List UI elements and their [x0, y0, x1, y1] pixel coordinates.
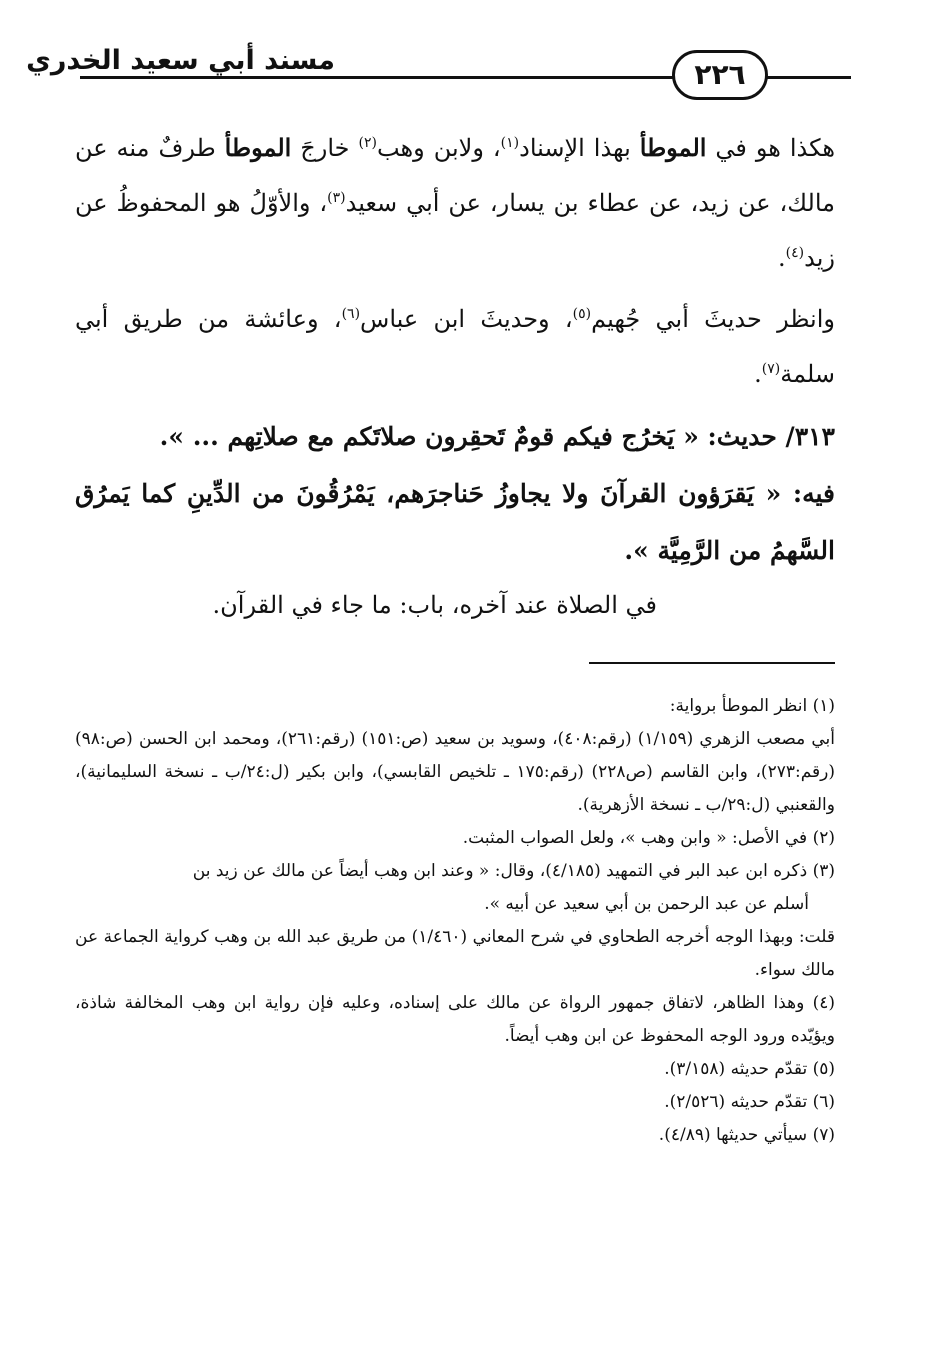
footnote-ref-7: (٧) — [761, 361, 781, 377]
footnote-ref-4: (٤) — [785, 245, 805, 261]
footnotes — [75, 690, 835, 1152]
text-run: ، وحديثَ ابن عباس — [360, 305, 573, 333]
page-number-badge: ٢٢٦ — [672, 50, 768, 100]
chapter-location: في الصلاة عند آخره، باب: ما جاء في القرآن. — [212, 591, 657, 619]
body-paragraph-2 — [75, 292, 835, 402]
text-run: طرفٌ منه عن مالك، عن زيد، عن عطاء بن يسار، عن أبي سعيد — [75, 134, 836, 217]
footnote-1-head: (١) انظر الموطأ برواية: — [669, 696, 835, 716]
footnote-ref-2: (٢) — [358, 135, 377, 151]
text-run: هكذا هو في — [706, 134, 836, 162]
text-run: خارجَ — [291, 134, 359, 162]
footnote-3b: أسلم عن عبد الرحمن بن أبي سعيد عن أبيه ». — [484, 894, 809, 914]
footnote-7: (٧) سيأتي حديثها (٤/٨٩). — [658, 1125, 835, 1145]
text-run: وانظر حديثَ أبي جُهيم — [591, 305, 835, 333]
footnote-3c: قلت: وبهذا الوجه أخرجه الطحاوي في شرح المعاني (١/٤٦٠) من طريق عبد الله بن وهب كرواية الجماعة عن مالك سواء. — [75, 927, 835, 980]
text-run: ، ولابن وهب — [376, 134, 501, 162]
text-run: . — [754, 360, 762, 388]
keyword-muwatta: الموطأ — [224, 133, 292, 162]
text-run: ، وعائشة من طريق أبي سلمة — [75, 305, 835, 388]
hadith-text: فيه: « يَقرَؤون القرآنَ ولا يجاوزُ حَناجرَهم، يَمْرُقُونَ من الدِّينِ كما يَمرُق السَّهمُ من الرَّمِيَّة ». — [75, 479, 835, 565]
footnote-3a: (٣) ذكره ابن عبد البر في التمهيد (٤/١٨٥)، وقال: « وعند ابن وهب أيضاً عن مالك عن زيد بن — [192, 861, 835, 881]
footnote-6: (٦) تقدّم حديثه (٢/٥٢٦). — [664, 1092, 835, 1112]
keyword-muwatta: الموطأ — [639, 133, 707, 162]
running-header-title: مسند أبي سعيد الخدري — [26, 45, 335, 76]
text-run: . — [778, 244, 786, 272]
footnote-2: (٢) في الأصل: « وابن وهب »، ولعل الصواب المثبت. — [462, 828, 835, 848]
footnote-1-body: أبي مصعب الزهري (١/١٥٩) (رقم:٤٠٨)، وسويد بن سعيد (ص:١٥١) (رقم:٢٦١)، ومحمد ابن الحسن (ص:٩٨) (رقم:٢٧٣)، وابن القاسم (ص٢٢٨) (رقم:١٧٥ ـ تلخيص القابسي)، وابن بكير (ل:٢٤/ب ـ نسخة السليمانية)، والقعنبي (ل:٢٩/ب ـ نسخة الأزهرية). — [75, 729, 836, 815]
hadith-heading: ٣١٣/ حديث: « يَخرُج فيكم قومٌ تَحقِرون صلاتَكم مع صلاتِهم ... ». — [159, 422, 835, 451]
header-rule-left — [80, 76, 670, 79]
hadith-entry-313 — [75, 408, 835, 579]
footnote-4: (٤) وهذا الظاهر، لاتفاق جمهور الرواة عن مالك على إسناده، وعليه فإن رواية ابن وهب المخالفة شاذة، ويؤيّده ورود الوجه المحفوظ عن ابن وهب أيضاً. — [75, 993, 835, 1046]
footnote-ref-6: (٦) — [341, 306, 361, 322]
footnote-ref-3: (٣) — [327, 190, 346, 206]
footnote-ref-5: (٥) — [572, 306, 592, 322]
footnote-ref-1: (١) — [500, 135, 520, 151]
footnote-separator — [589, 662, 835, 664]
footnote-5: (٥) تقدّم حديثه (٣/١٥٨). — [664, 1059, 835, 1079]
body-paragraph-1 — [75, 120, 835, 286]
text-run: ، والأوّلُ هو المحفوظُ عن زيد — [75, 189, 835, 272]
text-run: بهذا الإسناد — [519, 134, 640, 162]
